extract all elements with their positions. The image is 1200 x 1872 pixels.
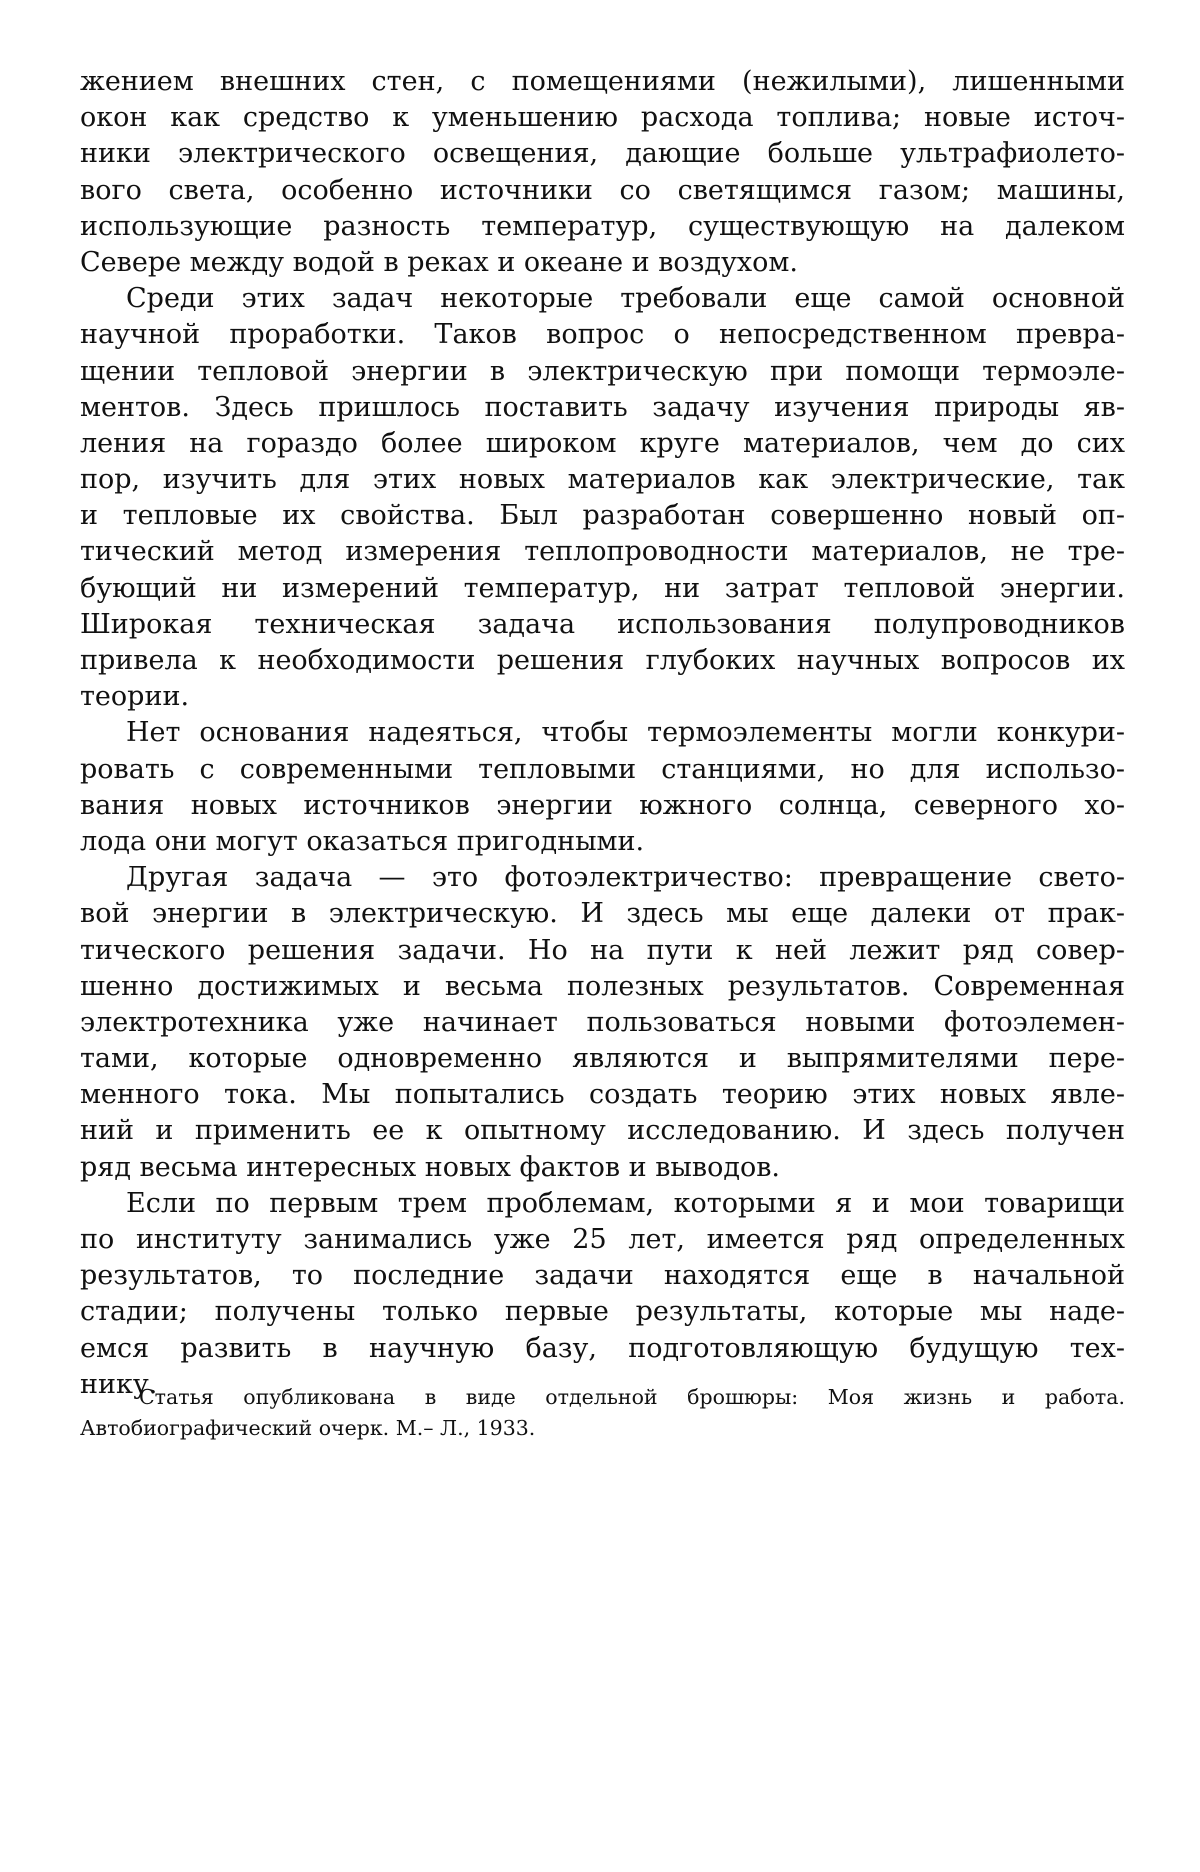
text-line: ровать с современными тепловыми станциями, но для использо- (80, 753, 1125, 785)
paragraph-1 (80, 64, 1125, 281)
paragraph-5 (80, 1186, 1125, 1403)
text-line: щении тепловой энергии в электрическую при помощи термоэле- (80, 355, 1125, 387)
text-line: использующие разность температур, существующую на далеком (80, 210, 1125, 242)
text-line: результатов, то последние задачи находятся еще в начальной (80, 1260, 1125, 1292)
text-line: тического решения задачи. Но на пути к ней лежит ряд совер- (80, 934, 1125, 966)
text-line: стадии; получены только первые результаты, которые мы наде- (80, 1296, 1125, 1328)
text-line: ний и применить ее к опытному исследованию. И здесь получен (80, 1115, 1125, 1147)
text-line: ления на гораздо более широком круге материалов, чем до сих (80, 427, 1125, 459)
text-line: теории. (80, 681, 190, 713)
text-line: вого света, особенно источники со светящимся газом; машины, (80, 174, 1125, 206)
text-line: бующий ни измерений температур, ни затрат тепловой энергии. (80, 572, 1125, 604)
text-line: шенно достижимых и весьма полезных результатов. Современная (80, 970, 1125, 1002)
text-line: Если по первым трем проблемам, которыми я и мои товарищи (126, 1187, 1125, 1219)
paragraph-2 (80, 281, 1125, 715)
text-line: пор, изучить для этих новых материалов как электрические, так (80, 464, 1125, 496)
text-line: жением внешних стен, с помещениями (нежилыми), лишенными (80, 66, 1125, 97)
text-line: лода они могут оказаться пригодными. (80, 825, 645, 857)
text-line: научной проработки. Таков вопрос о непосредственном превра- (80, 319, 1125, 351)
text-line: по институту занимались уже 25 лет, имеется ряд определенных (80, 1224, 1125, 1255)
text-line: Широкая техническая задача использования полупроводников (80, 608, 1125, 640)
source-note-line: Автобиографический очерк. М.– Л., 1933. (80, 1416, 536, 1440)
text-line: менного тока. Мы попытались создать теорию этих новых явле- (80, 1079, 1125, 1111)
paragraph-4 (80, 860, 1125, 1186)
text-line: электротехника уже начинает пользоваться новыми фотоэлемен- (80, 1006, 1125, 1038)
text-line: емся развить в научную базу, подготовляющую будущую тех- (80, 1332, 1125, 1364)
text-line: вой энергии в электрическую. И здесь мы еще далеки от прак- (80, 898, 1125, 930)
text-line: вания новых источников энергии южного солнца, северного хо- (80, 789, 1125, 821)
source-note (80, 1382, 1125, 1444)
article-body (80, 64, 1125, 1403)
text-line: и тепловые их свойства. Был разработан совершенно новый оп- (80, 500, 1125, 532)
text-line: ряд весьма интересных новых фактов и выводов. (80, 1151, 781, 1183)
text-line: Другая задача — это фотоэлектричество: превращение свето- (126, 862, 1125, 894)
text-line: окон как средство к уменьшению расхода топлива; новые источ- (80, 102, 1125, 134)
text-line: ментов. Здесь пришлось поставить задачу изучения природы яв- (80, 391, 1125, 423)
text-line: Нет основания надеяться, чтобы термоэлементы могли конкури- (126, 717, 1125, 749)
text-line: Среди этих задач некоторые требовали еще самой основной (126, 283, 1125, 315)
text-line: привела к необходимости решения глубоких научных вопросов их (80, 645, 1125, 676)
text-line: ники электрического освещения, дающие больше ультрафиолето- (80, 138, 1125, 170)
text-line: тический метод измерения теплопроводности материалов, не тре- (80, 536, 1125, 568)
text-line: тами, которые одновременно являются и выпрямителями пере- (80, 1043, 1125, 1075)
source-note-line: Статья опубликована в виде отдельной брошюры: Моя жизнь и работа. (139, 1385, 1125, 1409)
text-line: нику. (80, 1368, 158, 1400)
paragraph-3 (80, 715, 1125, 860)
text-line: Севере между водой в реках и океане и воздухом. (80, 246, 798, 278)
